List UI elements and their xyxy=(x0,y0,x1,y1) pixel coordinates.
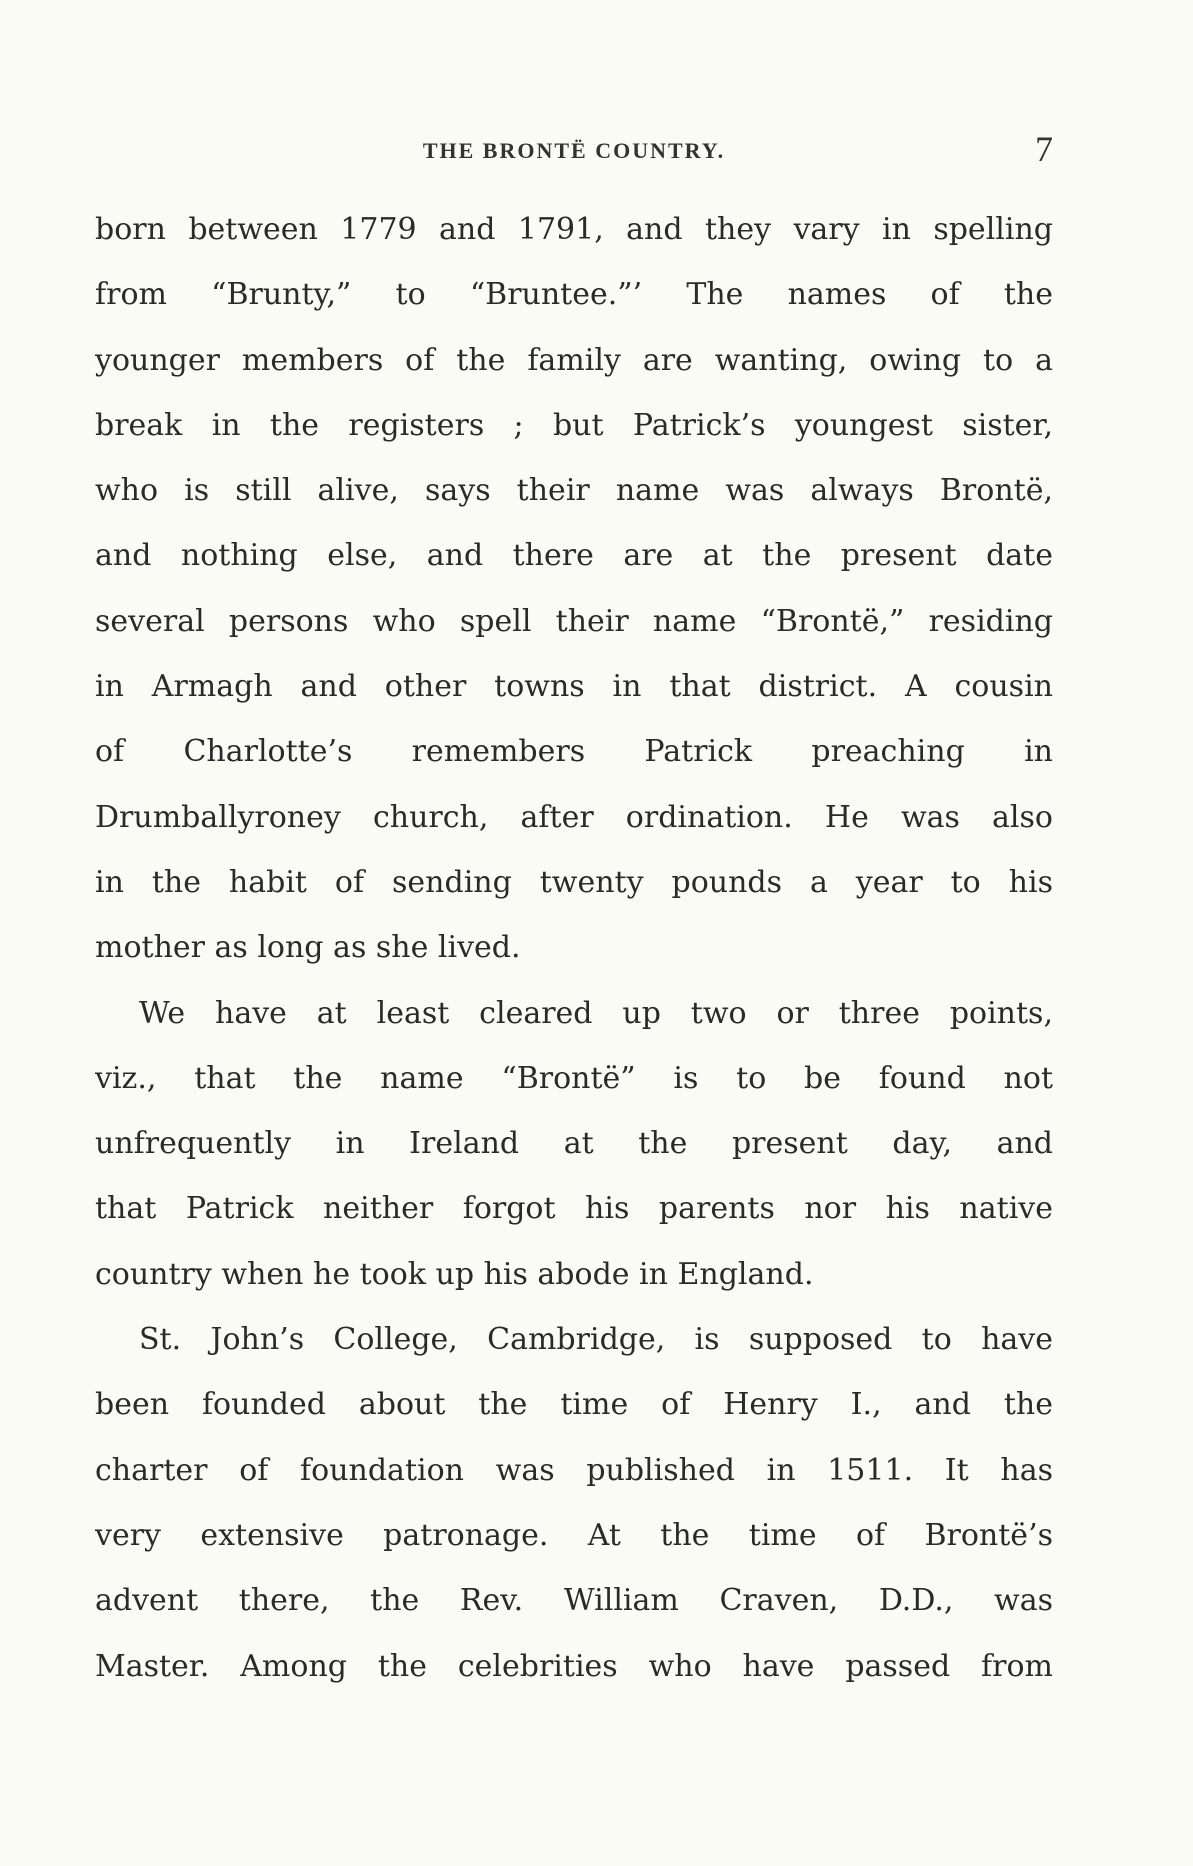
text-line: several persons who spell their name “Brontë,” residing xyxy=(95,603,1053,639)
text-line: unfrequently in Ireland at the present day, and xyxy=(95,1126,1053,1162)
body-text xyxy=(95,197,1053,1699)
text-line: viz., that the name “Brontë” is to be found not xyxy=(95,1060,1053,1096)
text-line: of Charlotte’s remembers Patrick preaching in xyxy=(95,734,1053,770)
text-line: and nothing else, and there are at the present date xyxy=(95,538,1053,574)
running-head xyxy=(95,128,1053,178)
text-line: break in the registers ; but Patrick’s youngest sister, xyxy=(95,407,1053,443)
text-line: from “Brunty,” to “Bruntee.”’ The names of the xyxy=(95,277,1053,313)
text-line: who is still alive, says their name was always Brontë, xyxy=(95,473,1053,509)
running-title: THE BRONTË COUNTRY. xyxy=(422,138,726,163)
text-line: We have at least cleared up two or three points, xyxy=(139,995,1053,1031)
text-line: been founded about the time of Henry I., and the xyxy=(95,1387,1053,1423)
text-line: Drumballyroney church, after ordination. He was also xyxy=(95,799,1053,835)
text-line: mother as long as she lived. xyxy=(95,930,521,966)
text-line: St. John’s College, Cambridge, is supposed to have xyxy=(139,1322,1053,1358)
text-line: that Patrick neither forgot his parents nor his native xyxy=(95,1191,1053,1227)
text-line: born between 1779 and 1791, and they vary in spelling xyxy=(95,212,1053,247)
text-line: younger members of the family are wanting, owing to a xyxy=(95,342,1053,378)
text-line: country when he took up his abode in England. xyxy=(95,1256,814,1292)
text-line: in the habit of sending twenty pounds a year to his xyxy=(95,864,1053,900)
text-line: charter of foundation was published in 1511. It has xyxy=(95,1452,1053,1488)
text-line: Master. Among the celebrities who have passed from xyxy=(95,1648,1053,1684)
text-line: in Armagh and other towns in that district. A cousin xyxy=(95,669,1053,705)
text-line: advent there, the Rev. William Craven, D.D., was xyxy=(95,1583,1053,1619)
page-number: 7 xyxy=(1035,129,1053,169)
text-line: very extensive patronage. At the time of Brontë’s xyxy=(95,1517,1053,1553)
